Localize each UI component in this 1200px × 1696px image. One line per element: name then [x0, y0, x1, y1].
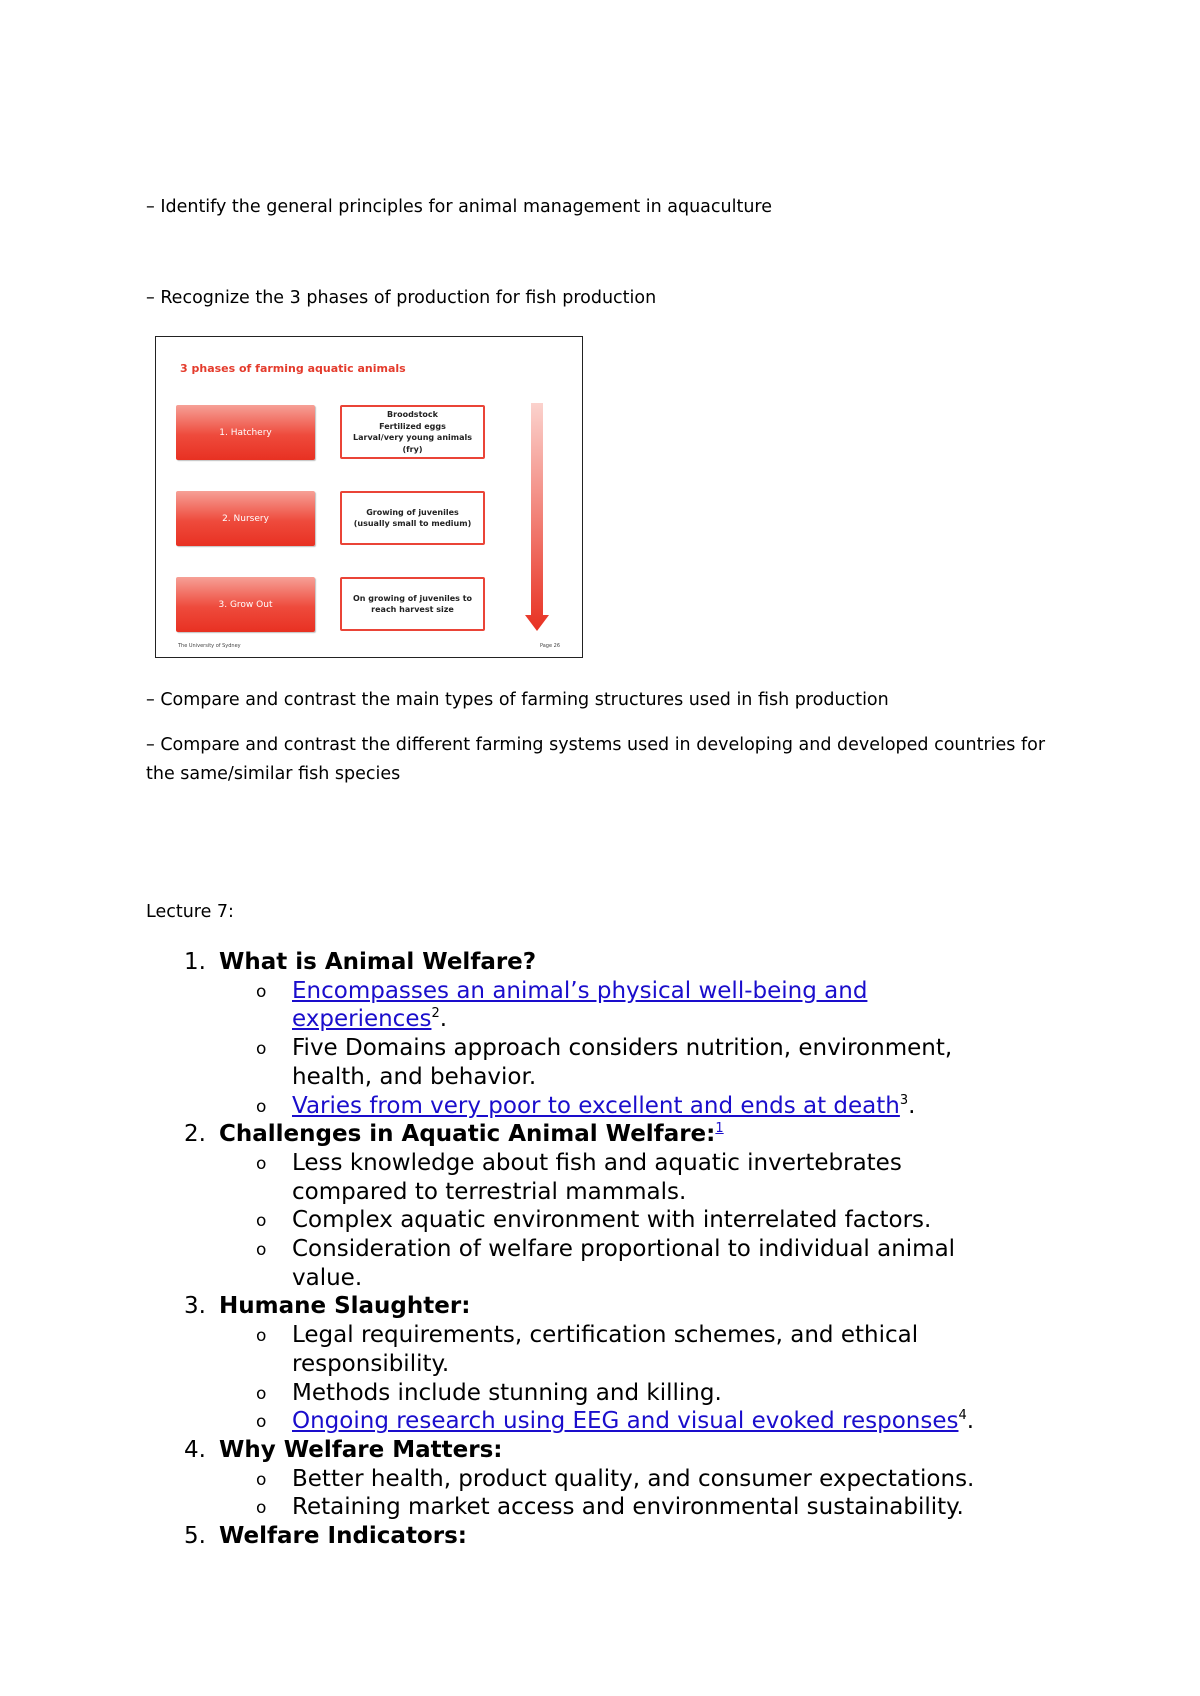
- list-item: [0, 1120, 1200, 1149]
- slide-title: 3 phases of farming aquatic animals: [180, 362, 406, 375]
- list-number: 2.: [184, 1121, 206, 1148]
- phase-growout-box: 3. Grow Out: [176, 577, 315, 632]
- nursery-desc-line: Growing of juveniles: [366, 507, 459, 517]
- bullet-icon: o: [256, 1153, 267, 1174]
- bullet-icon: o: [256, 1383, 267, 1404]
- list-number: 5.: [184, 1523, 206, 1550]
- list-number: 4.: [184, 1436, 206, 1463]
- bullet-icon: o: [256, 1096, 267, 1117]
- subitem-text: Retaining market access and environmental sustainability.: [292, 1494, 964, 1521]
- growout-desc-line: On growing of juveniles to: [352, 593, 473, 603]
- hatchery-description: [340, 405, 485, 459]
- list-number: 3.: [184, 1293, 206, 1320]
- objective-3: – Compare and contrast the main types of farming structures used in fish production: [146, 690, 889, 710]
- bullet-icon: o: [256, 1326, 267, 1347]
- bullet-icon: o: [256, 1240, 267, 1261]
- list-subitem: [0, 1206, 1012, 1235]
- subitem-text: Five Domains approach considers nutrition, environment, health, and behavior.: [292, 1035, 953, 1090]
- list-heading: Challenges in Aquatic Animal Welfare:: [219, 1121, 716, 1148]
- eeg-research-link[interactable]: Ongoing research using EEG and visual evoked responses: [292, 1408, 959, 1435]
- bullet-icon: o: [256, 981, 267, 1002]
- welfare-range-link[interactable]: Varies from very poor to excellent and ends at death: [292, 1092, 900, 1119]
- list-heading: Humane Slaughter:: [219, 1293, 471, 1320]
- bullet-icon: o: [256, 1469, 267, 1490]
- list-heading: What is Animal Welfare?: [219, 949, 537, 975]
- list-number: 1.: [184, 949, 206, 975]
- footnote-ref[interactable]: 4: [958, 1408, 967, 1424]
- subitem-text: Consideration of welfare proportional to individual animal value.: [292, 1236, 956, 1291]
- list-item: [0, 1292, 1200, 1321]
- list-subitem: [0, 1407, 1012, 1436]
- subitem-text: Less knowledge about fish and aquatic invertebrates compared to terrestrial mammals.: [292, 1149, 902, 1205]
- bullet-icon: o: [256, 1211, 267, 1232]
- phase-hatchery-box: 1. Hatchery: [176, 405, 315, 460]
- objective-4: – Compare and contrast the different farming systems used in developing and developed countries for the same/similar fish species: [146, 735, 1046, 784]
- nursery-description: [340, 491, 485, 545]
- lecture-label: Lecture 7:: [146, 902, 234, 922]
- subitem-text: Methods include stunning and killing.: [292, 1379, 722, 1406]
- hatchery-desc-line: Broodstock: [387, 410, 438, 419]
- footnote-ref[interactable]: 1: [715, 1121, 724, 1137]
- subitem-text: Better health, product quality, and consumer expectations.: [292, 1465, 975, 1492]
- hatchery-desc-line: Larval/very young animals (fry): [353, 433, 472, 454]
- bullet-icon: o: [256, 1039, 267, 1060]
- hatchery-desc-line: Fertilized eggs: [379, 421, 446, 431]
- slide-footer-left: The University of Sydney: [178, 643, 241, 649]
- down-arrow-icon: [524, 403, 550, 631]
- list-subitem: [0, 1379, 1012, 1408]
- welfare-definition-link[interactable]: Encompasses an animal’s physical well-being and experiences: [292, 977, 868, 1033]
- subitem-text: Complex aquatic environment with interrelated factors.: [292, 1207, 932, 1234]
- punctuation: .: [439, 1006, 448, 1033]
- list-heading: Why Welfare Matters:: [219, 1436, 503, 1463]
- list-subitem: [0, 1092, 1012, 1121]
- list-subitem: [0, 1034, 1012, 1091]
- list-subitem: [0, 977, 1012, 1034]
- growout-description: [340, 577, 485, 631]
- list-heading: Welfare Indicators:: [219, 1523, 467, 1550]
- phase-nursery-box: 2. Nursery: [176, 491, 315, 546]
- list-subitem: [0, 1465, 1012, 1494]
- bullet-icon: o: [256, 1498, 267, 1519]
- list-subitem: [0, 1493, 1012, 1522]
- list-item: [0, 948, 1200, 977]
- lecture-outline-list: [0, 948, 1200, 1551]
- list-subitem: [0, 1149, 1012, 1206]
- growout-desc-line: reach harvest size: [371, 605, 454, 614]
- list-subitem: [0, 1321, 1012, 1378]
- subitem-text: Legal requirements, certification schemes, and ethical responsibility.: [292, 1322, 919, 1377]
- objective-2: – Recognize the 3 phases of production for fish production: [146, 288, 657, 308]
- footnote-ref[interactable]: 3: [899, 1092, 909, 1108]
- nursery-desc-line: (usually small to medium): [353, 519, 472, 528]
- punctuation: .: [908, 1092, 916, 1119]
- slide-footer-right: Page 26: [539, 643, 560, 649]
- punctuation: .: [966, 1408, 975, 1435]
- footnote-ref[interactable]: 2: [431, 1006, 440, 1022]
- list-item: [0, 1436, 1200, 1465]
- list-subitem: [0, 1235, 1012, 1292]
- bullet-icon: o: [256, 1412, 267, 1433]
- objective-1: – Identify the general principles for animal management in aquaculture: [146, 197, 773, 217]
- slide-figure: [155, 336, 583, 658]
- list-item: [0, 1522, 1200, 1551]
